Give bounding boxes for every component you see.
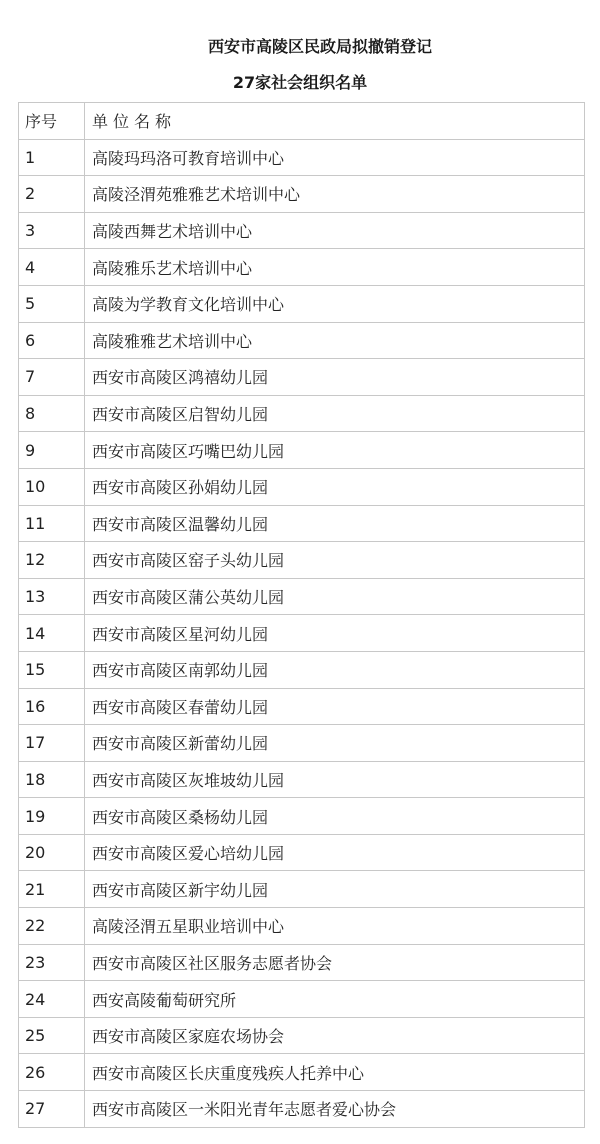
organization-name: 西安市高陵区星河幼儿园 [85,615,585,652]
row-number: 6 [19,322,85,359]
row-number: 10 [19,468,85,505]
organization-name: 高陵雅雅艺术培训中心 [85,322,585,359]
table-row [19,944,585,981]
table-row [19,212,585,249]
table-row [19,908,585,945]
row-number: 11 [19,505,85,542]
organization-name: 高陵西舞艺术培训中心 [85,212,585,249]
table-row [19,798,585,835]
organization-name: 西安市高陵区窑子头幼儿园 [85,542,585,579]
row-number: 16 [19,688,85,725]
organization-name: 西安市高陵区蒲公英幼儿园 [85,578,585,615]
organization-name: 高陵玛玛洛可教育培训中心 [85,139,585,176]
organization-name: 高陵泾渭苑雅雅艺术培训中心 [85,176,585,213]
header-unit-name: 单位名称 [85,103,585,140]
table-row [19,761,585,798]
row-number: 1 [19,139,85,176]
organization-name: 西安市高陵区新宇幼儿园 [85,871,585,908]
table-row [19,432,585,469]
row-number: 5 [19,285,85,322]
row-number: 26 [19,1054,85,1091]
row-number: 15 [19,651,85,688]
organization-name: 西安市高陵区启智幼儿园 [85,395,585,432]
document-subtitle: 27家社会组织名单 [232,73,368,92]
table-row [19,542,585,579]
organization-name: 西安市高陵区新蕾幼儿园 [85,725,585,762]
row-number: 2 [19,176,85,213]
table-row [19,981,585,1018]
organization-name: 西安市高陵区灰堆坡幼儿园 [85,761,585,798]
organization-name: 西安市高陵区巧嘴巴幼儿园 [85,432,585,469]
table-row [19,871,585,908]
table-row [19,725,585,762]
document-title: 西安市高陵区民政局拟撤销登记 [207,37,432,56]
organization-name: 西安市高陵区爱心培幼儿园 [85,834,585,871]
organization-name: 西安市高陵区家庭农场协会 [85,1017,585,1054]
table-row [19,578,585,615]
table-row [19,505,585,542]
table-row [19,359,585,396]
table-row [19,651,585,688]
table-row [19,615,585,652]
row-number: 8 [19,395,85,432]
row-number: 14 [19,615,85,652]
row-number: 25 [19,1017,85,1054]
organization-name: 西安市高陵区温馨幼儿园 [85,505,585,542]
table-row [19,468,585,505]
row-number: 19 [19,798,85,835]
organization-name: 西安市高陵区一米阳光青年志愿者爱心协会 [85,1091,585,1128]
row-number: 23 [19,944,85,981]
row-number: 17 [19,725,85,762]
table-row [19,395,585,432]
organization-name: 西安市高陵区社区服务志愿者协会 [85,944,585,981]
organization-name: 西安市高陵区长庆重度残疾人托养中心 [85,1054,585,1091]
organization-name: 西安高陵葡萄研究所 [85,981,585,1018]
table-row [19,1017,585,1054]
row-number: 24 [19,981,85,1018]
organization-name: 西安市高陵区桑杨幼儿园 [85,798,585,835]
row-number: 9 [19,432,85,469]
row-number: 20 [19,834,85,871]
row-number: 13 [19,578,85,615]
table-row [19,1054,585,1091]
table-row [19,176,585,213]
row-number: 12 [19,542,85,579]
row-number: 3 [19,212,85,249]
table-row [19,688,585,725]
row-number: 21 [19,871,85,908]
row-number: 22 [19,908,85,945]
row-number: 18 [19,761,85,798]
table-row [19,834,585,871]
organization-table [18,102,585,1128]
table-row [19,139,585,176]
header-number: 序号 [19,103,85,140]
table-row [19,1091,585,1128]
row-number: 4 [19,249,85,286]
organization-name: 西安市高陵区春蕾幼儿园 [85,688,585,725]
row-number: 27 [19,1091,85,1128]
organization-name: 高陵为学教育文化培训中心 [85,285,585,322]
table-row [19,249,585,286]
organization-name: 西安市高陵区鸿禧幼儿园 [85,359,585,396]
organization-name: 高陵雅乐艺术培训中心 [85,249,585,286]
organization-name: 西安市高陵区孙娟幼儿园 [85,468,585,505]
organization-name: 西安市高陵区南郭幼儿园 [85,651,585,688]
table-row [19,285,585,322]
row-number: 7 [19,359,85,396]
table-row [19,322,585,359]
table-header-row [19,103,585,140]
organization-name: 高陵泾渭五星职业培训中心 [85,908,585,945]
